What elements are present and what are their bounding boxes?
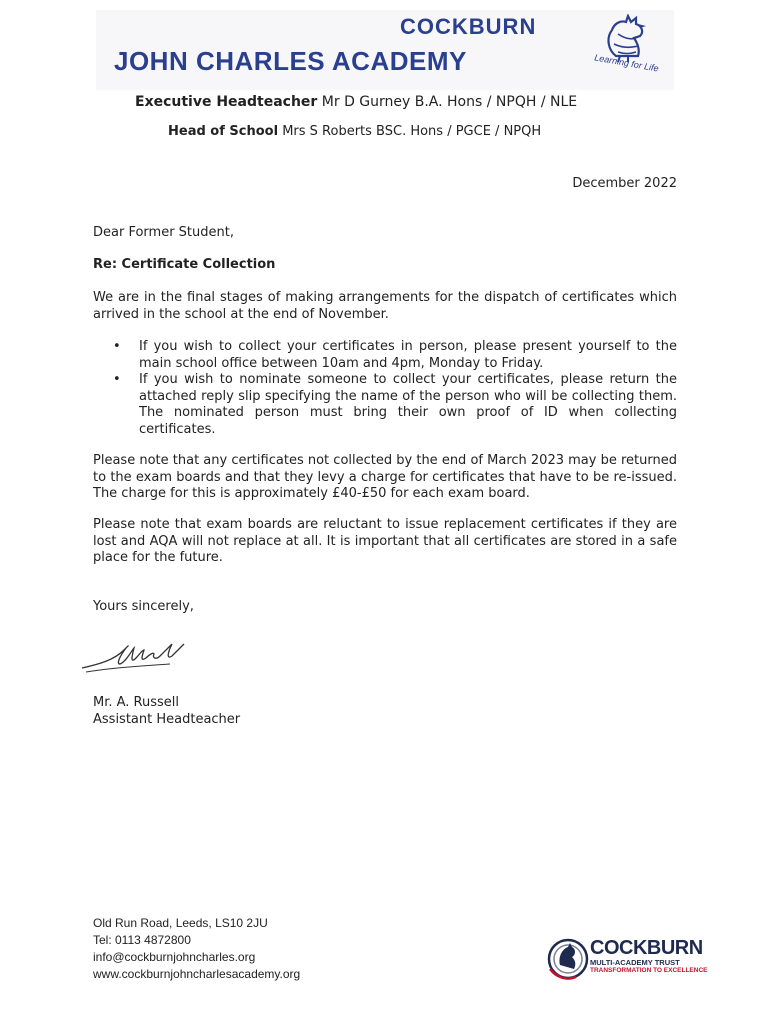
list-item (93, 339, 677, 372)
executive-headteacher-line (135, 94, 577, 110)
bullet-text: If you wish to nominate someone to collect your certificates, please return the attached reply slip specifying the name of the person who will be collecting them. The nominated person must bring their own proof of ID when collecting certificates. (139, 372, 677, 437)
school-name-main: JOHN CHARLES ACADEMY (114, 46, 467, 76)
instruction-list (93, 339, 677, 438)
trust-tagline: TRANSFORMATION TO EXCELLENCE (590, 967, 708, 974)
bullet-icon: • (113, 372, 121, 387)
footer-website[interactable]: www.cockburnjohncharlesacademy.org (93, 967, 301, 981)
replacement-note-paragraph: Please note that exam boards are reluctant to issue replacement certificates if they are lost and AQA will not replace at all. It is important that all certificates are stored in a safe place for the future. (93, 517, 677, 565)
letter-date: December 2022 (572, 176, 677, 191)
reissue-note-paragraph: Please note that any certificates not collected by the end of March 2023 may be returned to the exam boards and that they levy a charge for certificates that have to be re-issued. The charge for this is approximately £40-£50 for each exam board. (93, 453, 677, 501)
intro-paragraph: We are in the final stages of making arrangements for the dispatch of certificates which arrived in the school at the end of November. (93, 290, 677, 322)
list-item (93, 372, 677, 438)
closing: Yours sincerely, (93, 599, 194, 614)
school-name-top: COCKBURN (400, 14, 537, 39)
exec-name: Mr D Gurney B.A. Hons / NPQH / NLE (317, 94, 578, 110)
signature-icon (80, 634, 192, 676)
trust-subtitle: MULTI-ACADEMY TRUST (590, 958, 680, 967)
head-of-school-line (168, 124, 541, 139)
hos-title: Head of School (168, 124, 279, 139)
footer-contact (93, 915, 300, 983)
signer-block (93, 695, 677, 728)
footer-phone: Tel: 0113 4872800 (93, 933, 191, 947)
school-motto: Learning for Life (593, 52, 660, 74)
subject-line: Re: Certificate Collection (93, 257, 276, 272)
signer-title: Assistant Headteacher (93, 711, 241, 727)
salutation: Dear Former Student, (93, 225, 234, 240)
signer-name: Mr. A. Russell (93, 695, 180, 710)
bullet-text: If you wish to collect your certificates in person, please present yourself to the main school office between 10am and 4pm, Monday to Friday. (139, 339, 677, 371)
footer-email[interactable]: info@cockburnjohncharles.org (93, 950, 256, 964)
trust-name: COCKBURN (590, 937, 703, 959)
footer-address: Old Run Road, Leeds, LS10 2JU (93, 916, 268, 930)
bullet-icon: • (113, 339, 121, 354)
exec-title: Executive Headteacher (135, 94, 318, 110)
hos-name: Mrs S Roberts BSC. Hons / PGCE / NPQH (278, 124, 542, 139)
